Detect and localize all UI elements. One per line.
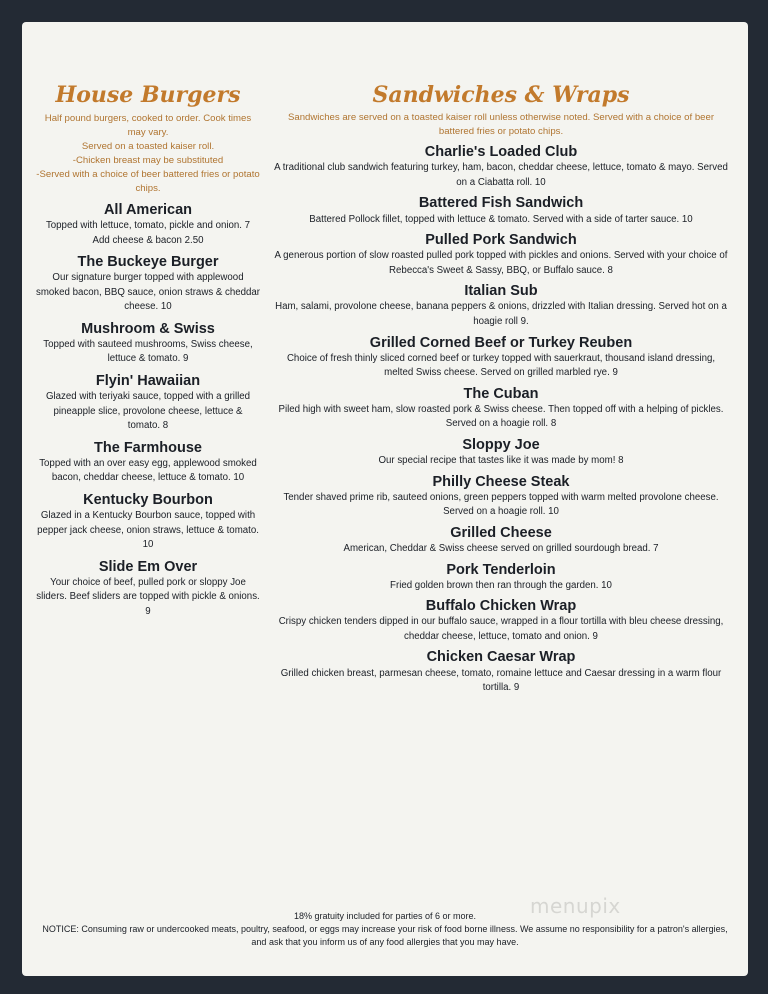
item-description: Glazed with teriyaki sauce, topped with a grilled pineapple slice, provolone cheese, lettuce & tomato. 8 — [45, 391, 251, 432]
item-name: The Cuban — [463, 385, 539, 402]
item-description: Piled high with sweet ham, slow roasted pork & Swiss cheese. Then topped off with a helping of pickles. Served on a hoagie roll. 8 — [278, 403, 724, 430]
item-description: Battered Pollock fillet, topped with lettuce & tomato. Served with a side of tarter sauce. 10 — [309, 213, 693, 225]
menu-item — [272, 561, 730, 594]
menu-item — [272, 597, 730, 644]
sandwiches-wraps-section — [272, 82, 730, 696]
item-name: Kentucky Bourbon — [83, 492, 213, 509]
menu-item — [272, 194, 730, 227]
item-name: Italian Sub — [464, 283, 538, 300]
footer-notice — [42, 910, 728, 949]
menu-item — [36, 491, 260, 553]
menu-item — [272, 282, 730, 329]
menu-item — [272, 436, 730, 469]
house-burgers-intro — [36, 112, 260, 195]
item-name: Pulled Pork Sandwich — [425, 232, 577, 249]
item-description: A traditional club sandwich featuring turkey, ham, bacon, cheddar cheese, lettuce, tomato & mayo. Served on a Ciabatta roll. 10 — [274, 162, 728, 188]
item-name: The Farmhouse — [94, 439, 202, 456]
item-description: Grilled chicken breast, parmesan cheese, tomato, romaine lettuce and Caesar dressing in a warm flour tortilla. 9 — [280, 667, 722, 694]
menu-item — [36, 439, 260, 486]
item-description: Ham, salami, provolone cheese, banana peppers & onions, drizzled with Italian dressing. Served hot on a hoagie roll 9. — [275, 301, 727, 327]
item-name: Philly Cheese Steak — [432, 473, 570, 490]
item-description: Glazed in a Kentucky Bourbon sauce, topped with pepper jack cheese, onion straws, lettuce & tomato. 10 — [37, 510, 259, 551]
item-name: Pork Tenderloin — [446, 561, 556, 578]
item-description: Crispy chicken tenders dipped in our buffalo sauce, wrapped in a flour tortilla with bleu cheese dressing, cheddar cheese, lettuce, tomato and onion. 9 — [278, 616, 724, 642]
menu-item — [272, 473, 730, 520]
gratuity-note: 18% gratuity included for parties of 6 or more. — [293, 911, 477, 921]
intro-line: -Chicken breast may be substituted — [72, 155, 224, 167]
section-title-sandwiches-wraps: Sandwiches & Wraps — [372, 82, 630, 108]
food-safety-notice: NOTICE: Consuming raw or undercooked meats, poultry, seafood, or eggs may increase your risk of food borne illness. We assume no responsibility for a patron's allergies, and ask that you inform us of any food allergies that you may have. — [42, 924, 728, 948]
menu-item — [272, 524, 730, 557]
item-name: All American — [103, 201, 193, 218]
menu-item — [36, 558, 260, 620]
item-name: Sloppy Joe — [462, 436, 540, 453]
menupix-watermark: menupix — [530, 894, 621, 918]
item-description: Tender shaved prime rib, sauteed onions, green peppers topped with warm melted provolone cheese. Served on a hoagie roll. 10 — [283, 491, 719, 518]
item-name: Buffalo Chicken Wrap — [425, 598, 577, 615]
item-name: Charlie's Loaded Club — [424, 144, 578, 161]
menu-item — [272, 334, 730, 381]
item-name: Mushroom & Swiss — [81, 320, 215, 337]
menu-item — [36, 320, 260, 367]
item-description: A generous portion of slow roasted pulled pork topped with pickles and onions. Served with your choice of Rebecca's Sweet & Sassy, BBQ, or Buffalo sauce. 8 — [274, 250, 728, 276]
house-burgers-section — [36, 82, 260, 620]
item-add-on: Add cheese & bacon 2.50 — [92, 234, 204, 246]
item-name: Grilled Cheese — [450, 524, 552, 541]
menu-item — [272, 143, 730, 190]
menu-page — [22, 22, 748, 976]
menu-item — [272, 385, 730, 432]
item-description: Topped with lettuce, tomato, pickle and onion. 7 — [45, 219, 251, 231]
item-description: American, Cheddar & Swiss cheese served on grilled sourdough bread. 7 — [343, 542, 659, 554]
item-description: Fried golden brown then ran through the garden. 10 — [390, 579, 612, 591]
menu-item — [272, 231, 730, 278]
intro-line: -Served with a choice of beer battered fries or potato chips. — [36, 169, 260, 194]
menu-item — [36, 372, 260, 434]
item-name: The Buckeye Burger — [77, 254, 219, 271]
menu-item — [36, 253, 260, 315]
intro-line: Half pound burgers, cooked to order. Cook times may vary. — [44, 113, 252, 139]
item-description: Topped with sauteed mushrooms, Swiss cheese, lettuce & tomato. 9 — [43, 338, 253, 365]
item-description: Choice of fresh thinly sliced corned beef or turkey topped with sauerkraut, thousand island dressing, melted Swiss cheese. Served on grilled marbled rye. 9 — [286, 352, 716, 379]
intro-line: Served on a toasted kaiser roll. — [81, 141, 215, 153]
section-title-house-burgers: House Burgers — [55, 82, 241, 108]
sandwiches-intro: Sandwiches are served on a toasted kaiser roll unless otherwise noted. Served with a choice of beer battered fries or potato chips. — [287, 112, 715, 138]
menu-item — [272, 648, 730, 695]
item-description: Your choice of beef, pulled pork or sloppy Joe sliders. Beef sliders are topped with pickle & onions. 9 — [36, 576, 260, 617]
item-description: Our special recipe that tastes like it was made by mom! 8 — [378, 455, 624, 467]
item-name: Battered Fish Sandwich — [418, 195, 584, 212]
item-description: Our signature burger topped with applewood smoked bacon, BBQ sauce, onion straws & cheddar cheese. 10 — [36, 272, 261, 313]
item-name: Flyin' Hawaiian — [95, 373, 201, 390]
item-name: Chicken Caesar Wrap — [426, 649, 576, 666]
menu-item — [36, 201, 260, 248]
item-name: Slide Em Over — [98, 558, 198, 575]
item-name: Grilled Corned Beef or Turkey Reuben — [369, 334, 633, 351]
item-description: Topped with an over easy egg, applewood smoked bacon, cheddar cheese, lettuce & tomato. 10 — [39, 457, 257, 484]
